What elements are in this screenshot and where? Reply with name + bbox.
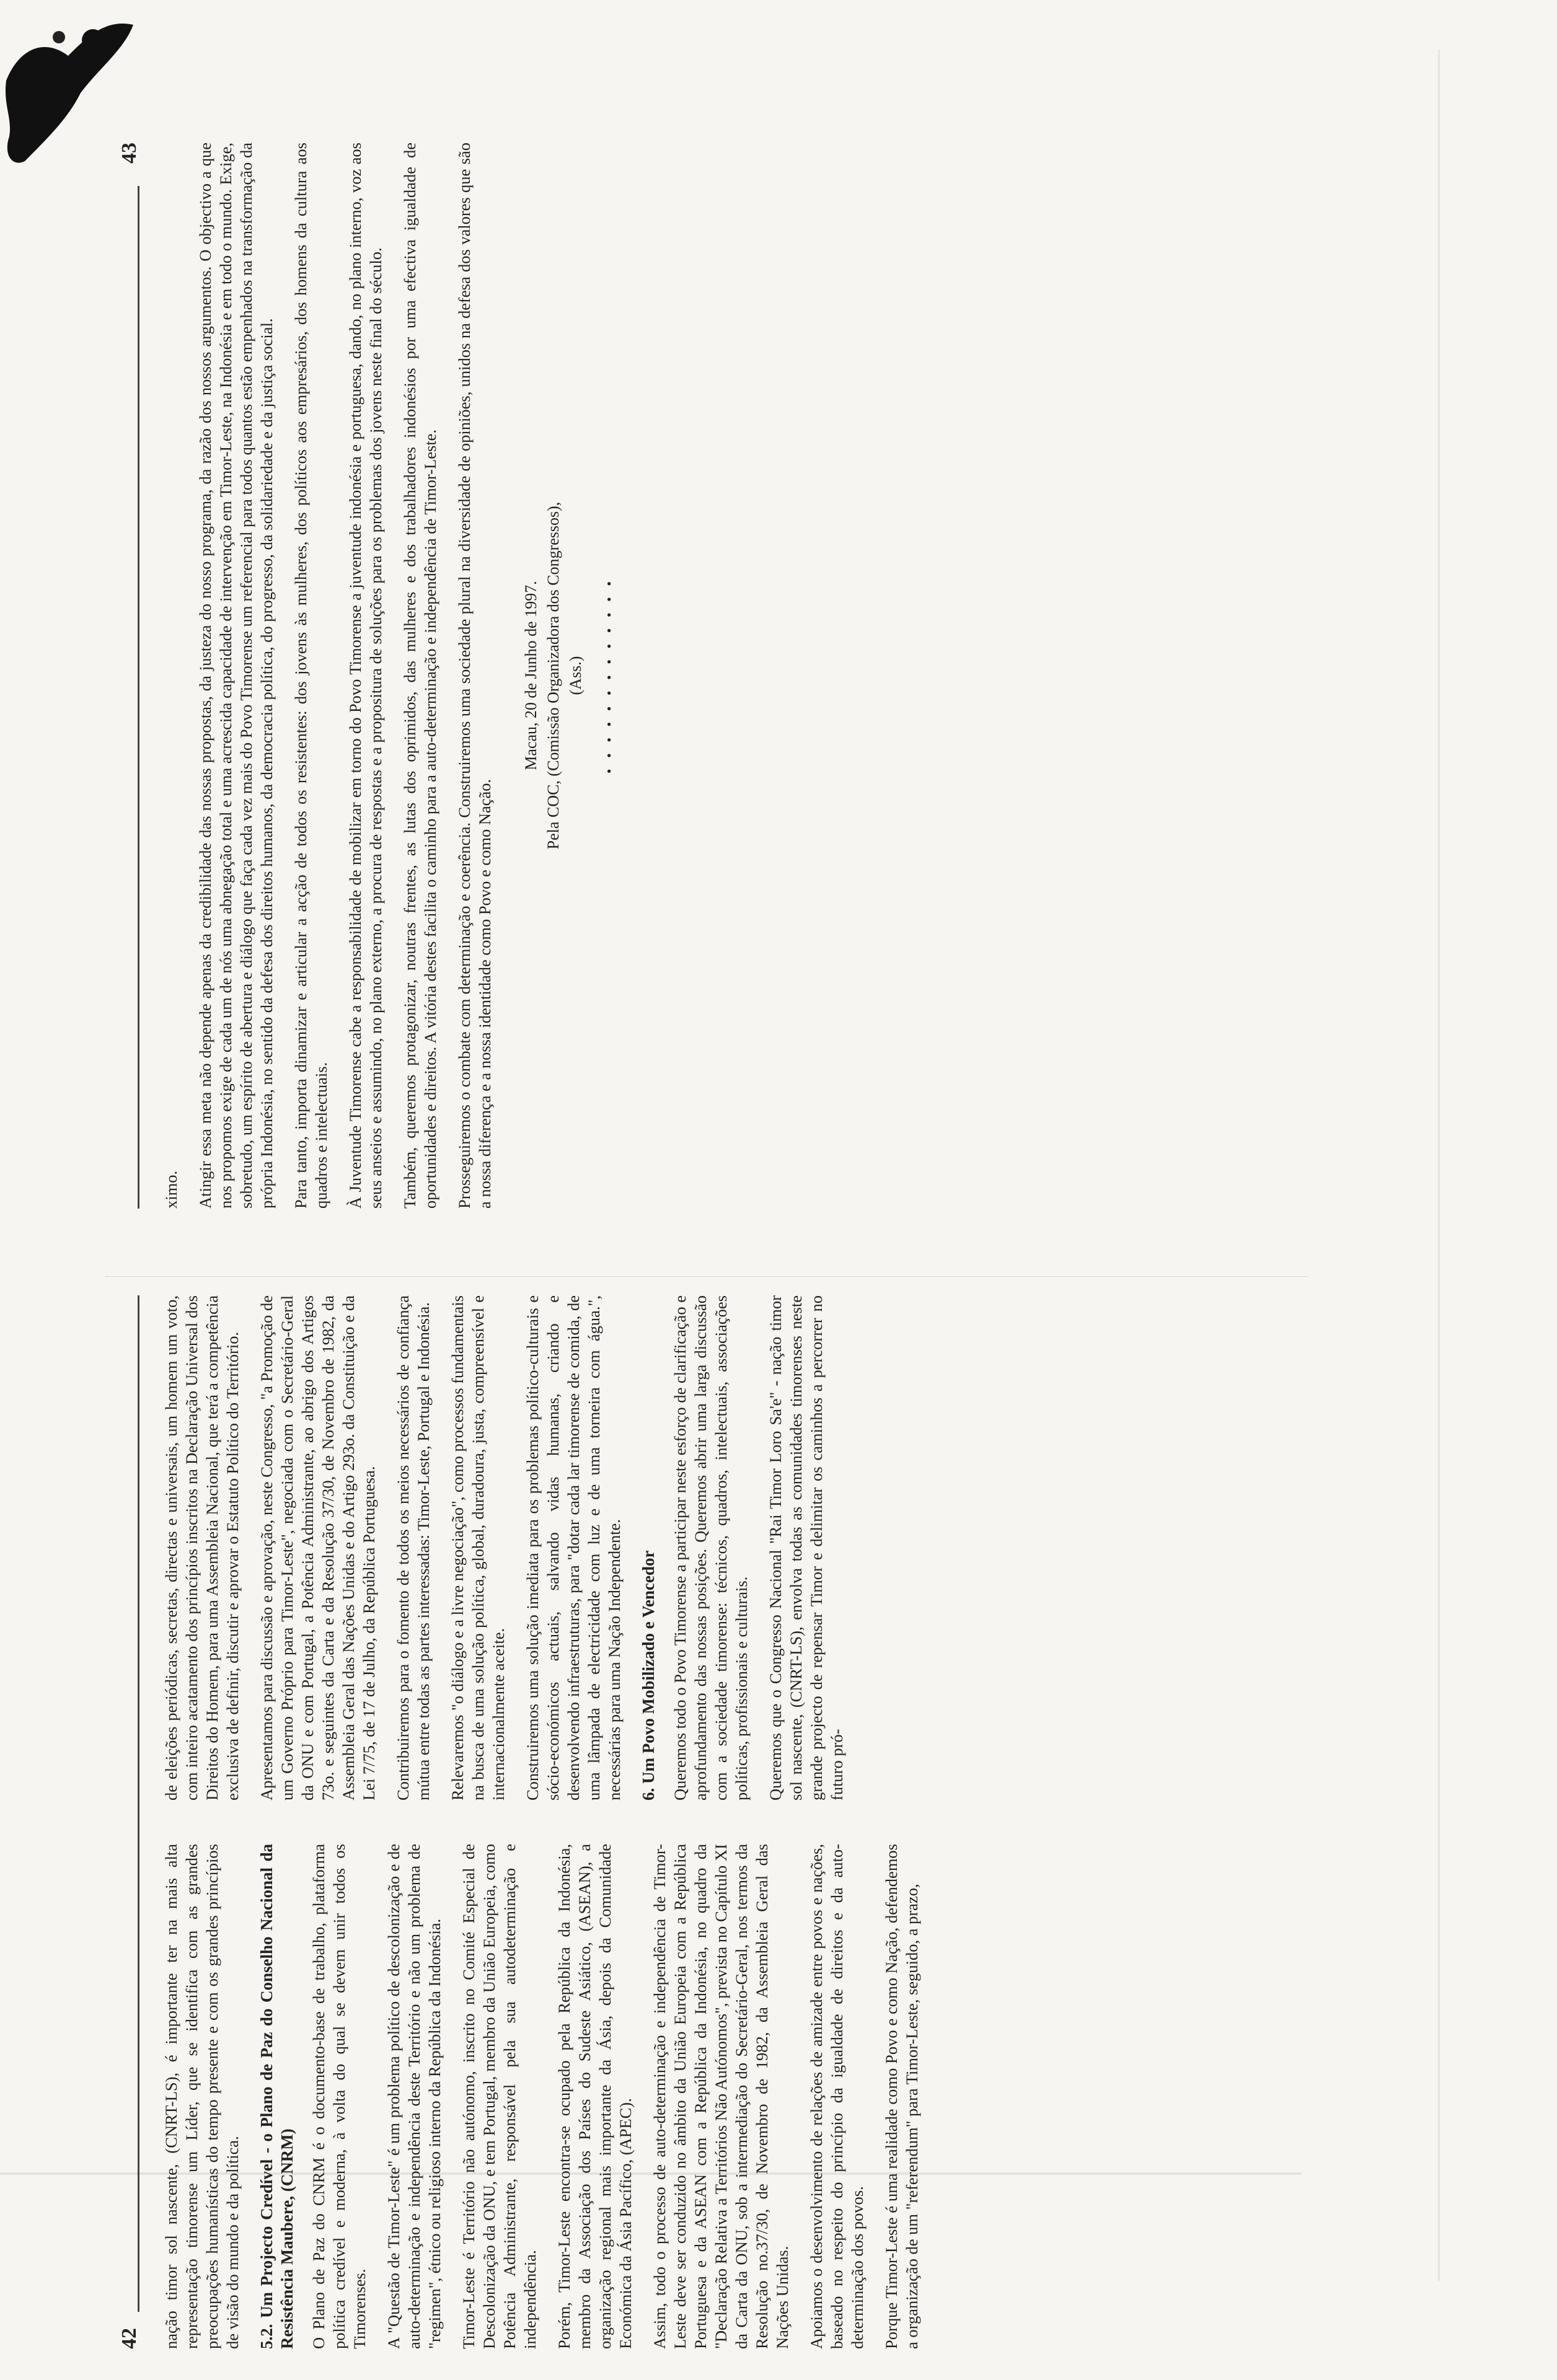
paragraph: Queremos que o Congresso Nacional "Rai Timor Loro Sa'e" - nação timor sol nascente, (CNRT-LS), envolva todas as comunidades timorenses neste grande projecto de repensar Timor e delimitar os caminhos a percorrer no futuro pró- — [766, 1295, 846, 1800]
header-rule — [138, 186, 139, 1209]
paragraph: Contribuiremos para o fomento de todos os meios necessários de confiança mútua entre todas as partes interessadas: Timor-Leste, Portugal e Indonésia. — [394, 1295, 433, 1800]
column-2 — [161, 1295, 936, 1800]
paragraph: nação timor sol nascente, (CNRT-LS), é importante ter na mais alta representação timorense um Líder, que se identifica com as grandes preocupações humanísticas do tempo presente e com os grandes princípios de visão do mundo e da política. — [162, 1844, 242, 2349]
page-number: 42 — [118, 2328, 141, 2349]
paragraph: Apoiamos o desenvolvimento de relações de amizade entre povos e nações, baseado no respeito do princípio da igualdade de direitos e da auto-determinação dos povos. — [807, 1844, 867, 2349]
paragraph: Relevaremos "o diálogo e a livre negociação", como processos fundamentais na busca de uma solução política, global, duradoura, justa, compreensível e internacionalmente aceite. — [448, 1295, 508, 1800]
paragraph: ximo. — [162, 1170, 180, 1209]
page-gutter — [105, 1276, 1308, 1277]
paragraph: Queremos todo o Povo Timorense a participar neste esforço de clarificação e aprofundamento das nossas posições. Queremos abrir uma larga discussão com a sociedade timorense: técnicos, quadros, intelectuais, associações políticas, profissionais e culturais. — [671, 1295, 751, 1800]
paragraph: A "Questão de Timor-Leste" é um problema político de descolonização e de auto-determinação e independência deste Território e não um problema de "regimen", étnico ou religioso interno da República da Indonésia. — [384, 1844, 444, 2349]
paragraph: À Juventude Timorense cabe a responsabilidade de mobilizar em torno do Povo Timorense a juventude indonésia e portuguesa, dando, no plano interno, voz aos seus anseios e assumindo, no plano externo, a procura de respostas e a propositura de soluções para os problemas dos jovens neste final do século. — [346, 143, 385, 1209]
paragraph: Timor-Leste é Território não autónomo, inscrito no Comité Especial de Descolonização da ONU, e tem Portugal, membro da União Europeia, como Potência Administrante, responsável pela sua autodeterminação e independência. — [459, 1844, 539, 2349]
paragraph: Construiremos uma solução imediata para os problemas político-culturais e sócio-económicos actuais, salvando vidas humanas, criando e desenvolvendo infraestruturas, para "dotar cada lar timorense de comida, de uma lâmpada de electricidade com luz e de uma torneira com água.", necessárias para uma Nação Independente. — [523, 1295, 624, 1800]
paragraph: Assim, todo o processo de auto-determinação e independência de Timor-Leste deve ser conduzido no âmbito da União Europeia com a República Portuguesa e da ASEAN com a República da Indonésia, no quadro da "Declaração Relativa a Territórios Não Autónomos", prevista no Capítulo XI da Carta da ONU, sob a intermediação do Secretário-Geral, nos termos da Resolução no.37/30, de Novembro de 1982, da Assembleia Geral das Nações Unidas. — [650, 1844, 792, 2349]
paragraph: Porém, Timor-Leste encontra-se ocupado pela República da Indonésia, membro da Associação dos Países do Sudeste Asiático, (ASEAN), a organização regional mais importante da Ásia, depois da Comunidade Económica da Ásia Pacífico, (APEC). — [555, 1844, 635, 2349]
column-1 — [161, 1844, 936, 2349]
paragraph: de eleições periódicas, secretas, directas e universais, um homem um voto, com inteiro acatamento dos princípios inscritos na Declaração Universal dos Direitos do Homem, para uma Assembleia Nacional, que terá a competência exclusiva de definir, discutir e aprovar o Estatuto Político do Território. — [162, 1295, 242, 1800]
signoff-block — [520, 143, 620, 1209]
page-number: 43 — [118, 143, 141, 164]
right-page — [105, 143, 1308, 1209]
paragraph: Porque Timor-Leste é uma realidade como Povo e como Nação, defendemos a organização de um "referendum" para Timor-Leste, seguido, a prazo, — [882, 1844, 921, 2349]
left-page — [105, 1295, 1308, 2349]
section-heading: 6. Um Povo Mobilizado e Vencedor — [639, 1550, 658, 1800]
paragraph: Para tanto, importa dinamizar e articular a acção de todos os resistentes: dos jovens às mulheres, dos políticos aos empresários, dos homens da cultura aos quadros e intelectuais. — [291, 143, 330, 1209]
dotted-separator: • • • • • • • • • • • • • — [601, 577, 617, 774]
signature-mark: (Ass.) — [567, 656, 584, 695]
paragraph: O Plano de Paz do CNRM é o documento-base de trabalho, plataforma política credível e moderna, à volta do qual se devem unir todos os Timorenses. — [309, 1844, 369, 2349]
paragraph: Também, queremos protagonizar, noutras frentes, as lutas dos oprimidos, das mulheres e dos trabalhadores indonésios por uma efectiva igualdade de oportunidades e direitos. A vitória destes facilita o caminho para a auto-determinação e independência de Timor-Leste. — [400, 143, 439, 1209]
single-column-body — [161, 143, 620, 1209]
signatory: Pela COC, (Comissão Organizadora dos Congressos), — [544, 501, 562, 850]
header-rule — [138, 1295, 139, 2312]
section-heading: 5.2. Um Projecto Credível - o Plano de Paz do Conselho Nacional da Resistência Maubere, (CNRM) — [257, 1844, 296, 2349]
paragraph: Atingir essa meta não depende apenas da credibilidade das nossas propostas, da justeza do nosso programa, da razão dos nossos argumentos. O objectivo a que nos propomos exige de cada um de nós uma abnegação total e uma acrescida capacidade de intervenção em Timor-Leste, na Indonésia e em todo o mundo. Exige, sobretudo, um espírito de abertura e diálogo que faça cada vez mais do Povo Timorense um referencial para todos quantos estão empenhados na transformação da própria Indonésia, no sentido da defesa dos direitos humanos, da democracia política, do progresso, da solidariedade e da justiça social. — [196, 143, 276, 1209]
paragraph: Prosseguiremos o combate com determinação e coerência. Construiremos uma sociedade plural na diversidade de opiniões, unidos na defesa dos valores que são a nossa diferença e a nossa identidade como Povo e como Nação. — [455, 143, 494, 1209]
book-spread — [105, 143, 1308, 2349]
paragraph: Apresentamos para discussão e aprovação, neste Congresso, "a Promoção de um Governo Próprio para Timor-Leste", negociada com o Secretário-Geral da ONU e com Portugal, a Potência Administrante, ao abrigo dos Artigos 73o. e seguintes da Carta e da Resolução 37/30, de Novembro de 1982, da Assembleia Geral das Nações Unidas e do Artigo 293o. da Constituição e da Lei 7/75, de 17 de Julho, da República Portuguesa. — [257, 1295, 378, 1800]
scan-edge-line — [1438, 50, 1440, 2281]
two-column-body — [161, 1295, 936, 2349]
place-date: Macau, 20 de Junho de 1997. — [522, 581, 540, 770]
